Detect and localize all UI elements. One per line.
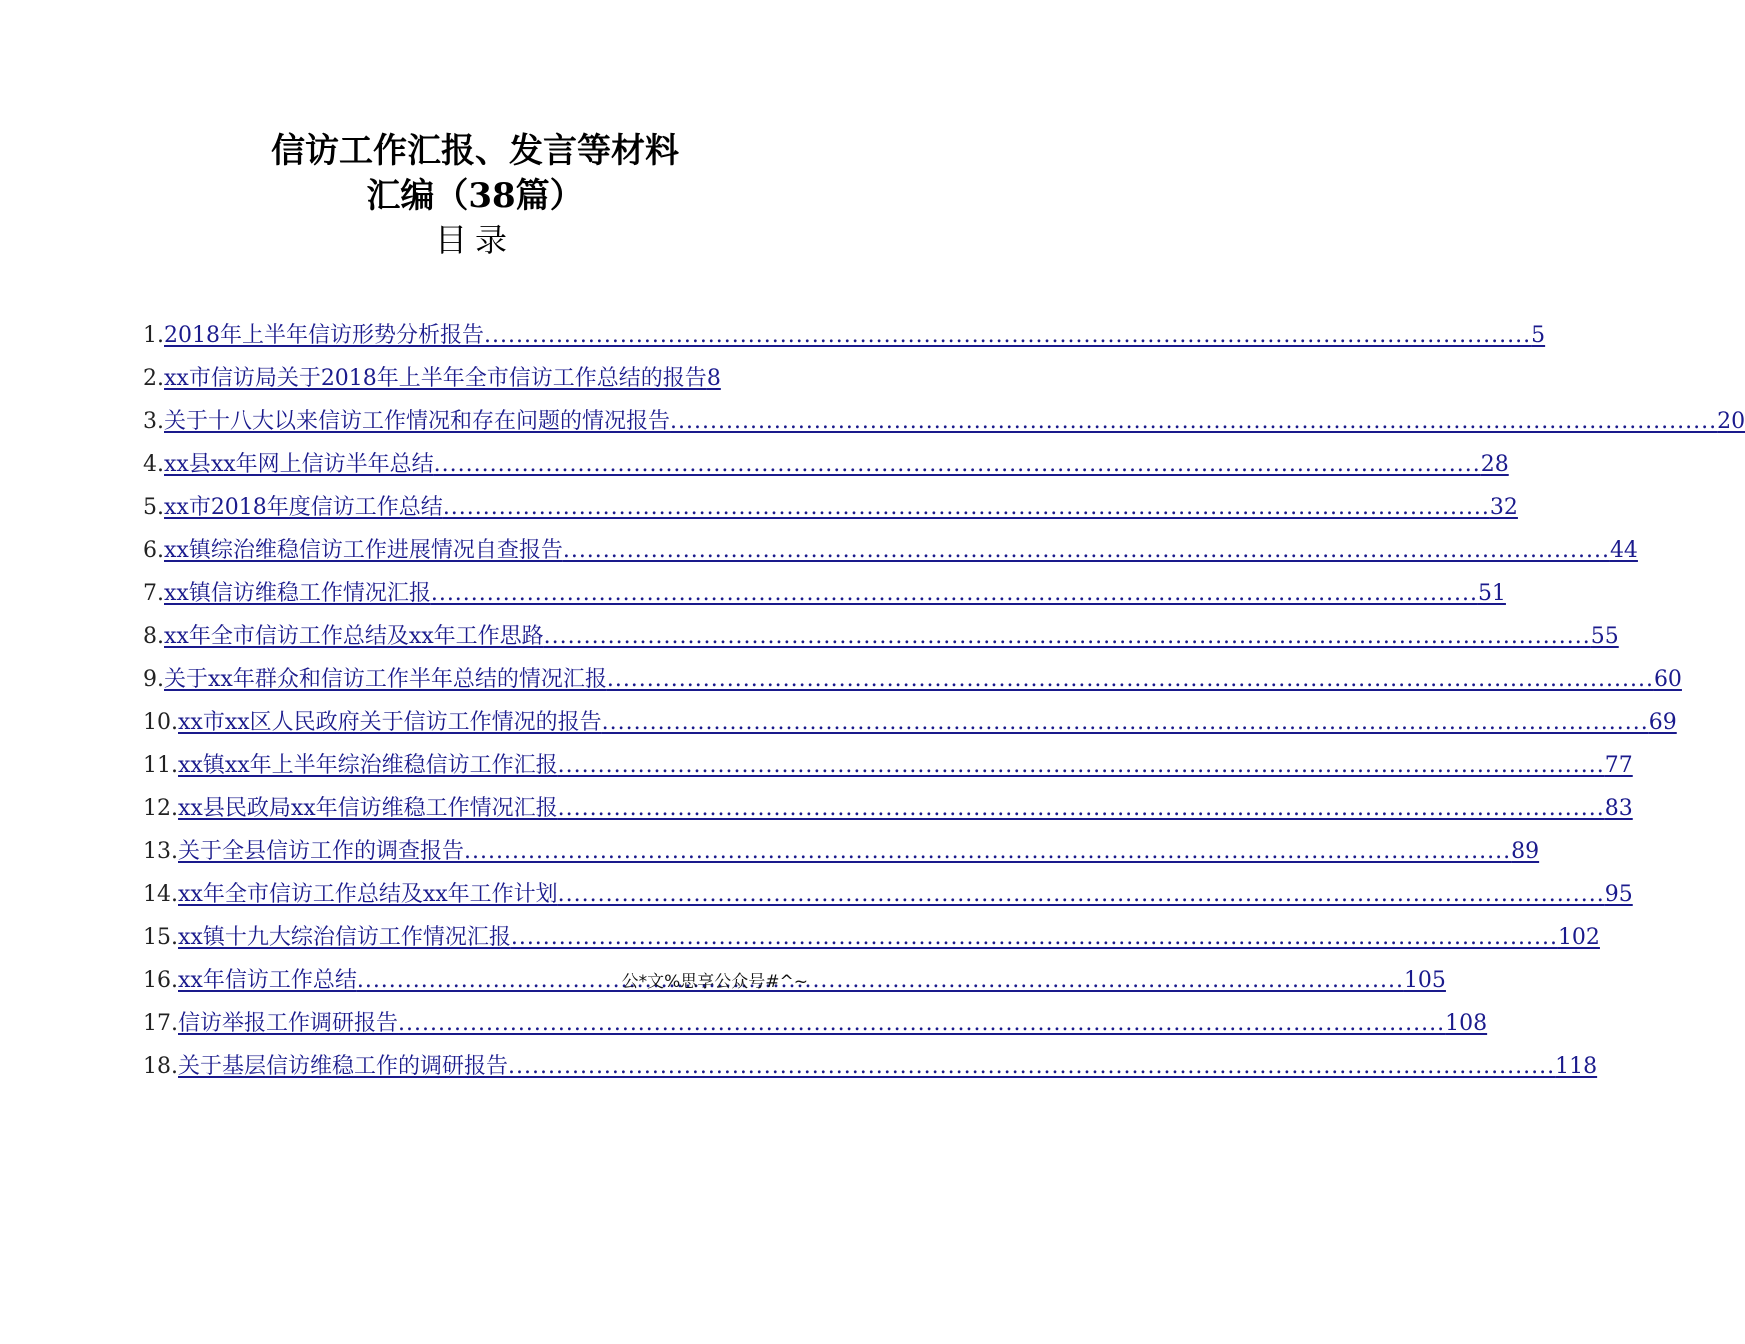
toc-leader-dots (434, 451, 1481, 479)
toc-entry-page: 118 (1555, 1054, 1598, 1079)
toc-entry-page: 102 (1557, 925, 1600, 950)
toc-entry-link[interactable] (164, 666, 1682, 694)
toc-entry-link[interactable] (178, 924, 1600, 952)
toc-entry-title: xx年信访工作总结 (178, 968, 357, 993)
toc-leader-dots (563, 537, 1610, 565)
toc-entry-11 (143, 752, 1633, 795)
toc-entry-page: 20 (1717, 409, 1745, 434)
toc-leader-dots (558, 752, 1605, 780)
toc-entry-link[interactable] (164, 494, 1518, 522)
toc-entry-page: 95 (1604, 882, 1633, 907)
toc-entry-link[interactable] (178, 1010, 1488, 1038)
toc-entry-10 (143, 709, 1677, 752)
toc-entry-link[interactable] (164, 365, 808, 393)
toc-entry-title: xx镇综治维稳信访工作进展情况自查报告 (164, 538, 563, 563)
toc-leader-dots (357, 967, 1404, 995)
toc-entry-number: 8. (143, 624, 164, 649)
toc-entry-page: 83 (1604, 796, 1633, 821)
toc-leader-dots (484, 322, 1531, 350)
toc-entry-number: 14. (143, 882, 178, 907)
toc-entry-6 (143, 537, 1638, 580)
toc-entry-link[interactable] (164, 451, 1509, 479)
toc-entry-page: 69 (1648, 710, 1677, 735)
toc-entry-page: 51 (1477, 581, 1506, 606)
toc-entry-page: 55 (1590, 624, 1619, 649)
toc-entry-title: 2018年上半年信访形势分析报告 (164, 323, 484, 348)
toc-entry-1 (143, 322, 1546, 365)
toc-heading: 目录 (434, 221, 515, 259)
toc-entry-number: 4. (143, 452, 164, 477)
toc-leader-dots (670, 408, 1717, 436)
toc-entry-12 (143, 795, 1633, 838)
toc-entry-page: 77 (1604, 753, 1633, 778)
document-title: 信访工作汇报、发言等材料 (271, 131, 679, 171)
toc-entry-title: xx年全市信访工作总结及xx年工作思路 (164, 624, 544, 649)
toc-entry-link[interactable] (178, 752, 1633, 780)
watermark-text: 公*文%思享公众号#^~ (621, 972, 808, 992)
toc-entry-link[interactable] (178, 838, 1540, 866)
toc-entry-number: 13. (143, 839, 178, 864)
toc-entry-2 (143, 365, 808, 408)
toc-entry-title: xx镇十九大综治信访工作情况汇报 (178, 925, 511, 950)
toc-entry-title: xx县民政局xx年信访维稳工作情况汇报 (178, 796, 558, 821)
toc-entry-number: 16. (143, 968, 178, 993)
toc-leader-dots (602, 709, 1649, 737)
toc-entry-title: xx镇xx年上半年综治维稳信访工作汇报 (178, 753, 558, 778)
toc-entry-title: xx县xx年网上信访半年总结 (164, 452, 434, 477)
toc-leader-dots (508, 1053, 1555, 1081)
toc-entry-page: 28 (1480, 452, 1509, 477)
toc-entry-page: 108 (1445, 1011, 1488, 1036)
toc-entry-18 (143, 1053, 1598, 1096)
toc-entry-link[interactable] (178, 881, 1633, 909)
toc-entry-number: 15. (143, 925, 178, 950)
toc-entry-number: 1. (143, 323, 164, 348)
toc-entry-link[interactable] (178, 795, 1633, 823)
toc-leader-dots (607, 666, 1654, 694)
toc-entry-8 (143, 623, 1619, 666)
toc-entry-number: 11. (143, 753, 178, 778)
toc-leader-dots (558, 795, 1605, 823)
toc-entry-number: 2. (143, 366, 164, 391)
toc-entry-number: 7. (143, 581, 164, 606)
toc-entry-5 (143, 494, 1518, 537)
toc-entry-page: 44 (1609, 538, 1638, 563)
toc-entry-3 (143, 408, 1745, 451)
toc-entry-title: 关于十八大以来信访工作情况和存在问题的情况报告 (164, 409, 671, 434)
toc-leader-dots (511, 924, 1558, 952)
toc-entry-link[interactable] (164, 537, 1638, 565)
toc-entry-title: 关于xx年群众和信访工作半年总结的情况汇报 (164, 667, 607, 692)
toc-entry-title: xx市xx区人民政府关于信访工作情况的报告 (178, 710, 602, 735)
toc-entry-link[interactable] (164, 623, 1619, 651)
toc-entry-number: 9. (143, 667, 164, 692)
toc-entry-17 (143, 1010, 1488, 1053)
toc-entry-title: xx市2018年度信访工作总结 (164, 495, 443, 520)
toc-entry-link[interactable] (164, 580, 1506, 608)
toc-entry-number: 5. (143, 495, 164, 520)
toc-entry-page: 8 (706, 366, 721, 391)
toc-entry-page: 89 (1511, 839, 1540, 864)
toc-entry-page: 60 (1653, 667, 1682, 692)
toc-entry-13 (143, 838, 1540, 881)
toc-entry-title: 关于全县信访工作的调查报告 (178, 839, 465, 864)
toc-entry-4 (143, 451, 1509, 494)
toc-entry-page: 32 (1489, 495, 1518, 520)
toc-entry-16 (143, 967, 1446, 1010)
toc-entry-link[interactable] (164, 322, 1546, 350)
toc-leader-dots (464, 838, 1511, 866)
toc-leader-dots (443, 494, 1490, 522)
toc-entry-15 (143, 924, 1600, 967)
toc-entry-title: xx镇信访维稳工作情况汇报 (164, 581, 431, 606)
toc-entry-page: 105 (1403, 968, 1446, 993)
toc-leader-dots (398, 1010, 1445, 1038)
table-of-contents (143, 322, 1745, 1096)
toc-entry-page: 5 (1531, 323, 1546, 348)
toc-leader-dots (544, 623, 1591, 651)
toc-entry-number: 12. (143, 796, 178, 821)
toc-entry-number: 18. (143, 1054, 178, 1079)
toc-entry-9 (143, 666, 1682, 709)
toc-entry-number: 3. (143, 409, 164, 434)
toc-leader-dots (558, 881, 1605, 909)
toc-entry-title: 信访举报工作调研报告 (178, 1011, 399, 1036)
toc-entry-link[interactable] (178, 709, 1677, 737)
toc-entry-number: 10. (143, 710, 178, 735)
toc-entry-link[interactable] (178, 1053, 1598, 1081)
toc-entry-14 (143, 881, 1633, 924)
toc-entry-number: 6. (143, 538, 164, 563)
toc-entry-7 (143, 580, 1506, 623)
document-subtitle: 汇编（38篇） (366, 176, 584, 216)
toc-entry-title: xx年全市信访工作总结及xx年工作计划 (178, 882, 558, 907)
toc-entry-title: 关于基层信访维稳工作的调研报告 (178, 1054, 509, 1079)
toc-entry-title: xx市信访局关于2018年上半年全市信访工作总结的报告 (164, 366, 707, 391)
toc-entry-link[interactable] (164, 408, 1745, 436)
toc-leader-dots (431, 580, 1478, 608)
toc-entry-number: 17. (143, 1011, 178, 1036)
